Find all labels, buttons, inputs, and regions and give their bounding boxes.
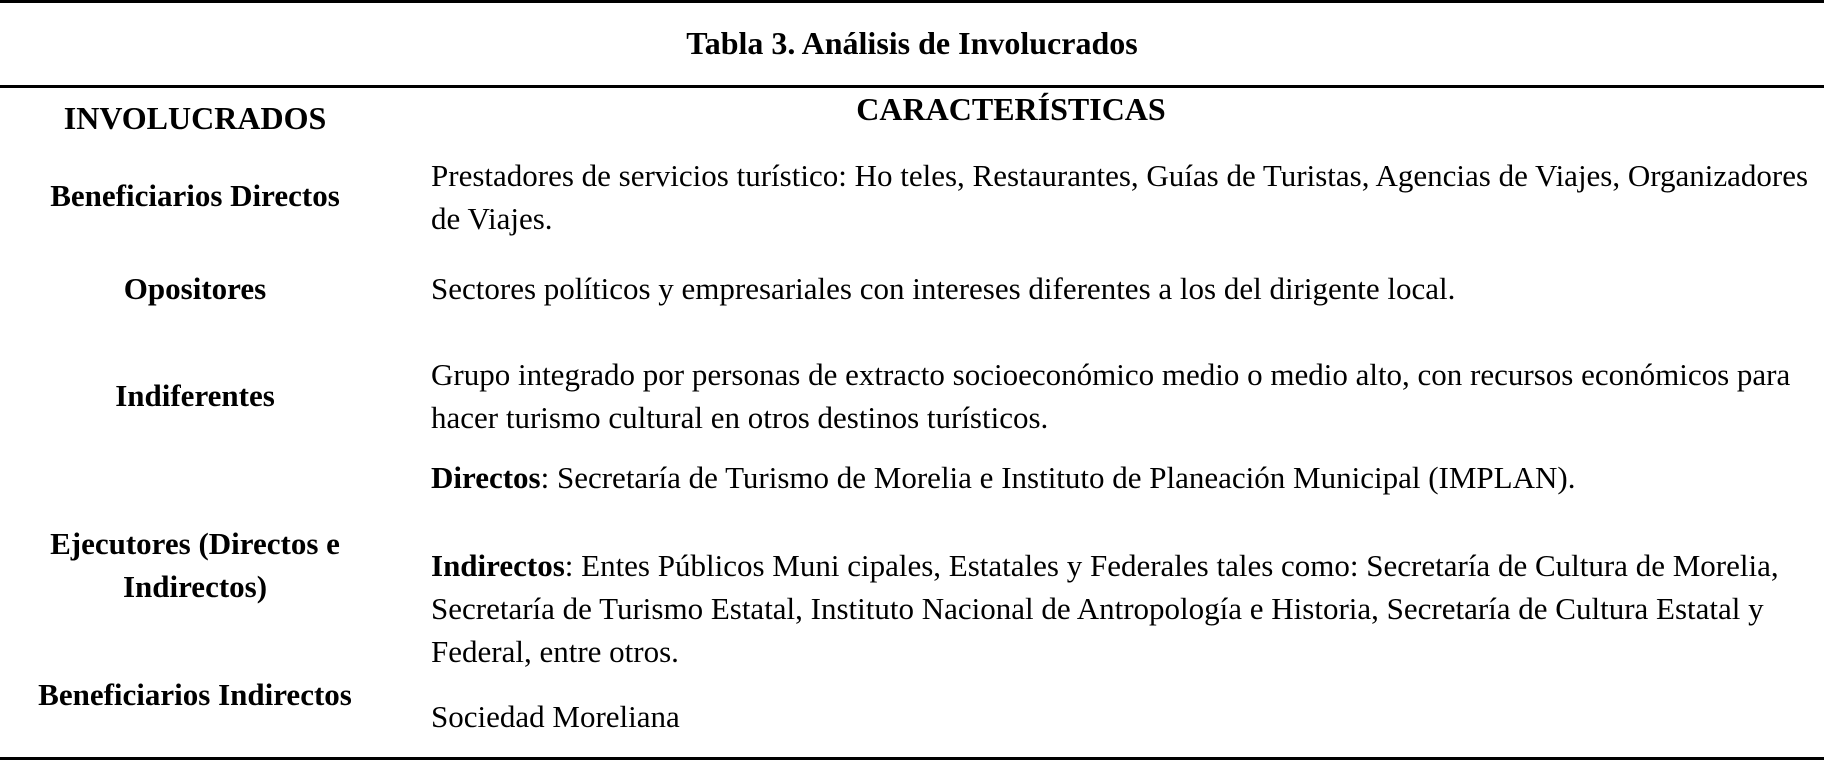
table-title: Tabla 3. Análisis de Involucrados — [686, 25, 1138, 61]
indirectos-label: Indirectos — [431, 548, 565, 583]
top-rule — [0, 0, 1824, 3]
row-text-indirectos — [431, 544, 1811, 673]
row-text: Sectores políticos y empresariales con intereses diferentes a los del dirigente local. — [431, 271, 1456, 306]
row-label: Ejecutores (Directos e Indirectos) — [50, 526, 340, 604]
row-label: Opositores — [123, 271, 267, 306]
row-text: Sociedad Moreliana — [431, 699, 680, 734]
row-label: Indiferentes — [115, 378, 275, 413]
indirectos-text: : Entes Públicos Muni cipales, Estatales y Federales tales como: Secretaría de Cultura de Morelia, Secretaría de Turismo Estatal, Instituto Nacional de Antropología e Historia, Secretaría de Cultura Estatal y Federal, entre otros. — [431, 548, 1779, 669]
row-text: Grupo integrado por personas de extracto socioeconómico medio o medio alto, con recursos económicos para hacer turismo cultural en otros destinos turísticos. — [431, 357, 1791, 435]
bottom-rule — [0, 757, 1824, 760]
directos-label: Directos — [431, 460, 541, 495]
row-label: Beneficiarios Indirectos — [38, 677, 352, 712]
row-text-directos — [431, 456, 1811, 499]
header-involucrados: INVOLUCRADOS — [63, 100, 327, 136]
row-text: Prestadores de servicios turístico: Ho teles, Restaurantes, Guías de Turistas, Agencias de Viajes, Organizadores de Viajes. — [431, 158, 1809, 236]
directos-text: : Secretaría de Turismo de Morelia e Instituto de Planeación Municipal (IMPLAN). — [540, 460, 1576, 495]
header-caracteristicas: CARACTERÍSTICAS — [856, 91, 1166, 127]
row-label: Beneficiarios Directos — [50, 178, 340, 213]
